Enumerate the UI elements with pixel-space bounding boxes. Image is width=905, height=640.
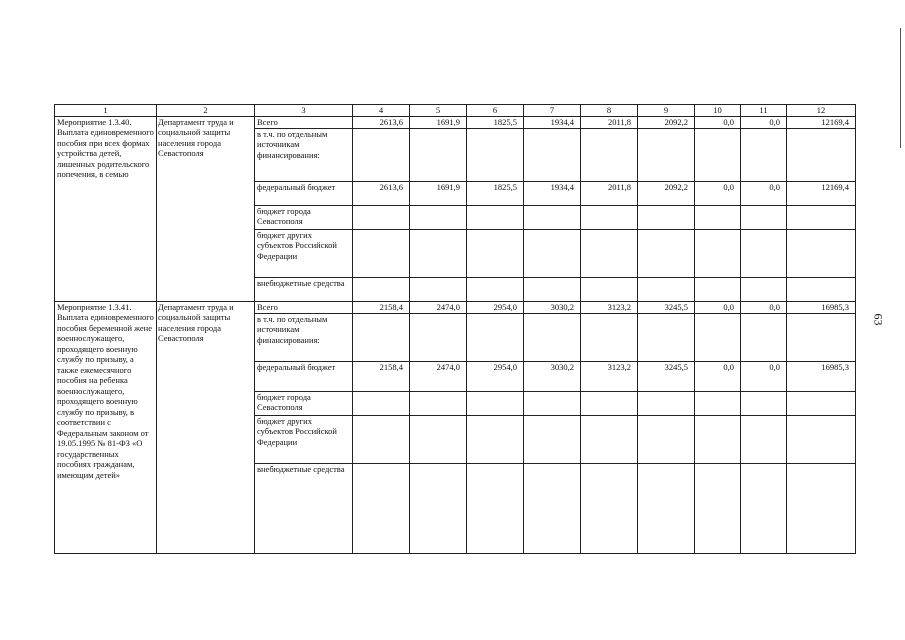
value-cell bbox=[353, 415, 410, 463]
value-cell bbox=[467, 277, 524, 301]
value-cell bbox=[410, 463, 467, 553]
value-cell bbox=[581, 128, 638, 181]
funding-source-label: федеральный бюджет bbox=[255, 361, 353, 391]
financing-table bbox=[54, 104, 856, 554]
value-cell: 2613,6 bbox=[353, 181, 410, 205]
value-cell bbox=[467, 391, 524, 415]
value-cell bbox=[524, 205, 581, 229]
column-header-7: 7 bbox=[524, 105, 581, 117]
funding-source-label: внебюджетные средства bbox=[255, 463, 353, 553]
activity-cell: Мероприятие 1.3.41. Выплата единовременного пособия беременной жене военнослужащего, проходящего военную службу по призыву, а также ежемесячного пособия на ребенка военнослужащего, проходящего военную службу по призыву, в соответствии с Федеральным законом от 19.05.1995 № 81-ФЗ «О государственных пособиях гражданам, имеющим детей» bbox=[55, 301, 157, 553]
value-cell bbox=[787, 277, 856, 301]
value-cell bbox=[638, 205, 695, 229]
value-cell bbox=[410, 205, 467, 229]
column-header-2: 2 bbox=[157, 105, 255, 117]
value-cell bbox=[638, 391, 695, 415]
value-cell bbox=[410, 277, 467, 301]
value-cell bbox=[581, 205, 638, 229]
value-cell bbox=[524, 415, 581, 463]
value-cell bbox=[353, 277, 410, 301]
value-cell bbox=[410, 128, 467, 181]
value-cell bbox=[638, 229, 695, 277]
value-cell bbox=[524, 277, 581, 301]
value-cell: 0,0 bbox=[741, 301, 787, 313]
value-cell bbox=[524, 313, 581, 361]
value-cell bbox=[695, 277, 741, 301]
value-cell bbox=[695, 463, 741, 553]
funding-source-label: федеральный бюджет bbox=[255, 181, 353, 205]
column-header-3: 3 bbox=[255, 105, 353, 117]
value-cell bbox=[353, 391, 410, 415]
value-cell: 2011,8 bbox=[581, 116, 638, 128]
value-cell bbox=[695, 313, 741, 361]
value-cell bbox=[581, 229, 638, 277]
value-cell bbox=[787, 229, 856, 277]
value-cell bbox=[695, 128, 741, 181]
funding-source-label: бюджет других субъектов Российской Федерации bbox=[255, 229, 353, 277]
value-cell bbox=[638, 415, 695, 463]
value-cell: 3030,2 bbox=[524, 361, 581, 391]
table-row bbox=[55, 116, 856, 128]
column-header-6: 6 bbox=[467, 105, 524, 117]
value-cell: 0,0 bbox=[741, 116, 787, 128]
value-cell: 2158,4 bbox=[353, 301, 410, 313]
column-header-1: 1 bbox=[55, 105, 157, 117]
value-cell bbox=[353, 463, 410, 553]
column-header-4: 4 bbox=[353, 105, 410, 117]
value-cell: 3123,2 bbox=[581, 361, 638, 391]
value-cell bbox=[695, 391, 741, 415]
value-cell: 16985,3 bbox=[787, 361, 856, 391]
funding-source-label: бюджет других субъектов Российской Федерации bbox=[255, 415, 353, 463]
value-cell bbox=[741, 277, 787, 301]
value-cell: 2158,4 bbox=[353, 361, 410, 391]
executor-cell: Департамент труда и социальной защиты населения города Севастополя bbox=[157, 116, 255, 301]
page-edge-line bbox=[900, 28, 901, 148]
value-cell: 3245,5 bbox=[638, 361, 695, 391]
value-cell bbox=[787, 313, 856, 361]
value-cell: 1825,5 bbox=[467, 116, 524, 128]
value-cell bbox=[467, 229, 524, 277]
value-cell: 0,0 bbox=[695, 301, 741, 313]
value-cell: 1934,4 bbox=[524, 181, 581, 205]
value-cell bbox=[524, 463, 581, 553]
value-cell bbox=[638, 313, 695, 361]
value-cell: 0,0 bbox=[695, 116, 741, 128]
value-cell: 16985,3 bbox=[787, 301, 856, 313]
activity-cell: Мероприятие 1.3.40. Выплата единовременного пособия при всех формах устройства детей, лишенных родительского попечения, в семью bbox=[55, 116, 157, 301]
value-cell bbox=[695, 229, 741, 277]
header-row bbox=[55, 105, 856, 117]
value-cell bbox=[467, 463, 524, 553]
value-cell: 2954,0 bbox=[467, 361, 524, 391]
value-cell bbox=[741, 391, 787, 415]
value-cell bbox=[353, 205, 410, 229]
value-cell bbox=[787, 205, 856, 229]
value-cell bbox=[410, 415, 467, 463]
funding-source-label: внебюджетные средства bbox=[255, 277, 353, 301]
value-cell: 12169,4 bbox=[787, 116, 856, 128]
value-cell bbox=[638, 277, 695, 301]
column-header-10: 10 bbox=[695, 105, 741, 117]
value-cell: 2092,2 bbox=[638, 181, 695, 205]
value-cell bbox=[741, 229, 787, 277]
value-cell: 2954,0 bbox=[467, 301, 524, 313]
value-cell: 1934,4 bbox=[524, 116, 581, 128]
value-cell: 2474,0 bbox=[410, 301, 467, 313]
value-cell bbox=[524, 229, 581, 277]
value-cell bbox=[638, 128, 695, 181]
value-cell bbox=[741, 415, 787, 463]
funding-source-label: бюджет города Севастополя bbox=[255, 205, 353, 229]
value-cell bbox=[581, 463, 638, 553]
value-cell bbox=[787, 391, 856, 415]
value-cell bbox=[410, 313, 467, 361]
value-cell bbox=[524, 391, 581, 415]
value-cell: 0,0 bbox=[741, 361, 787, 391]
value-cell bbox=[638, 463, 695, 553]
value-cell bbox=[787, 415, 856, 463]
value-cell: 1691,9 bbox=[410, 181, 467, 205]
value-cell bbox=[741, 128, 787, 181]
value-cell bbox=[581, 277, 638, 301]
funding-source-label: Всего bbox=[255, 301, 353, 313]
value-cell: 0,0 bbox=[741, 181, 787, 205]
page-number: 63 bbox=[871, 313, 886, 326]
value-cell: 3245,5 bbox=[638, 301, 695, 313]
value-cell bbox=[741, 463, 787, 553]
value-cell: 3123,2 bbox=[581, 301, 638, 313]
value-cell bbox=[695, 415, 741, 463]
value-cell bbox=[581, 415, 638, 463]
value-cell: 12169,4 bbox=[787, 181, 856, 205]
value-cell: 2011,8 bbox=[581, 181, 638, 205]
column-header-5: 5 bbox=[410, 105, 467, 117]
value-cell bbox=[467, 415, 524, 463]
value-cell bbox=[353, 229, 410, 277]
value-cell bbox=[787, 128, 856, 181]
column-header-9: 9 bbox=[638, 105, 695, 117]
value-cell: 1825,5 bbox=[467, 181, 524, 205]
value-cell: 2474,0 bbox=[410, 361, 467, 391]
funding-source-label: бюджет города Севастополя bbox=[255, 391, 353, 415]
value-cell: 1691,9 bbox=[410, 116, 467, 128]
value-cell bbox=[410, 391, 467, 415]
value-cell bbox=[581, 391, 638, 415]
value-cell bbox=[467, 128, 524, 181]
column-header-11: 11 bbox=[741, 105, 787, 117]
value-cell bbox=[524, 128, 581, 181]
column-header-8: 8 bbox=[581, 105, 638, 117]
value-cell: 2092,2 bbox=[638, 116, 695, 128]
value-cell bbox=[741, 313, 787, 361]
funding-source-label: Всего bbox=[255, 116, 353, 128]
value-cell bbox=[353, 128, 410, 181]
value-cell bbox=[695, 205, 741, 229]
table-row bbox=[55, 301, 856, 313]
value-cell bbox=[410, 229, 467, 277]
value-cell: 2613,6 bbox=[353, 116, 410, 128]
value-cell: 0,0 bbox=[695, 361, 741, 391]
value-cell: 0,0 bbox=[695, 181, 741, 205]
value-cell bbox=[581, 313, 638, 361]
funding-source-label: в т.ч. по отдельным источникам финансирования: bbox=[255, 313, 353, 361]
funding-source-label: в т.ч. по отдельным источникам финансирования: bbox=[255, 128, 353, 181]
value-cell: 3030,2 bbox=[524, 301, 581, 313]
executor-cell: Департамент труда и социальной защиты населения города Севастополя bbox=[157, 301, 255, 553]
value-cell bbox=[741, 205, 787, 229]
value-cell bbox=[467, 313, 524, 361]
column-header-12: 12 bbox=[787, 105, 856, 117]
value-cell bbox=[467, 205, 524, 229]
value-cell bbox=[787, 463, 856, 553]
value-cell bbox=[353, 313, 410, 361]
